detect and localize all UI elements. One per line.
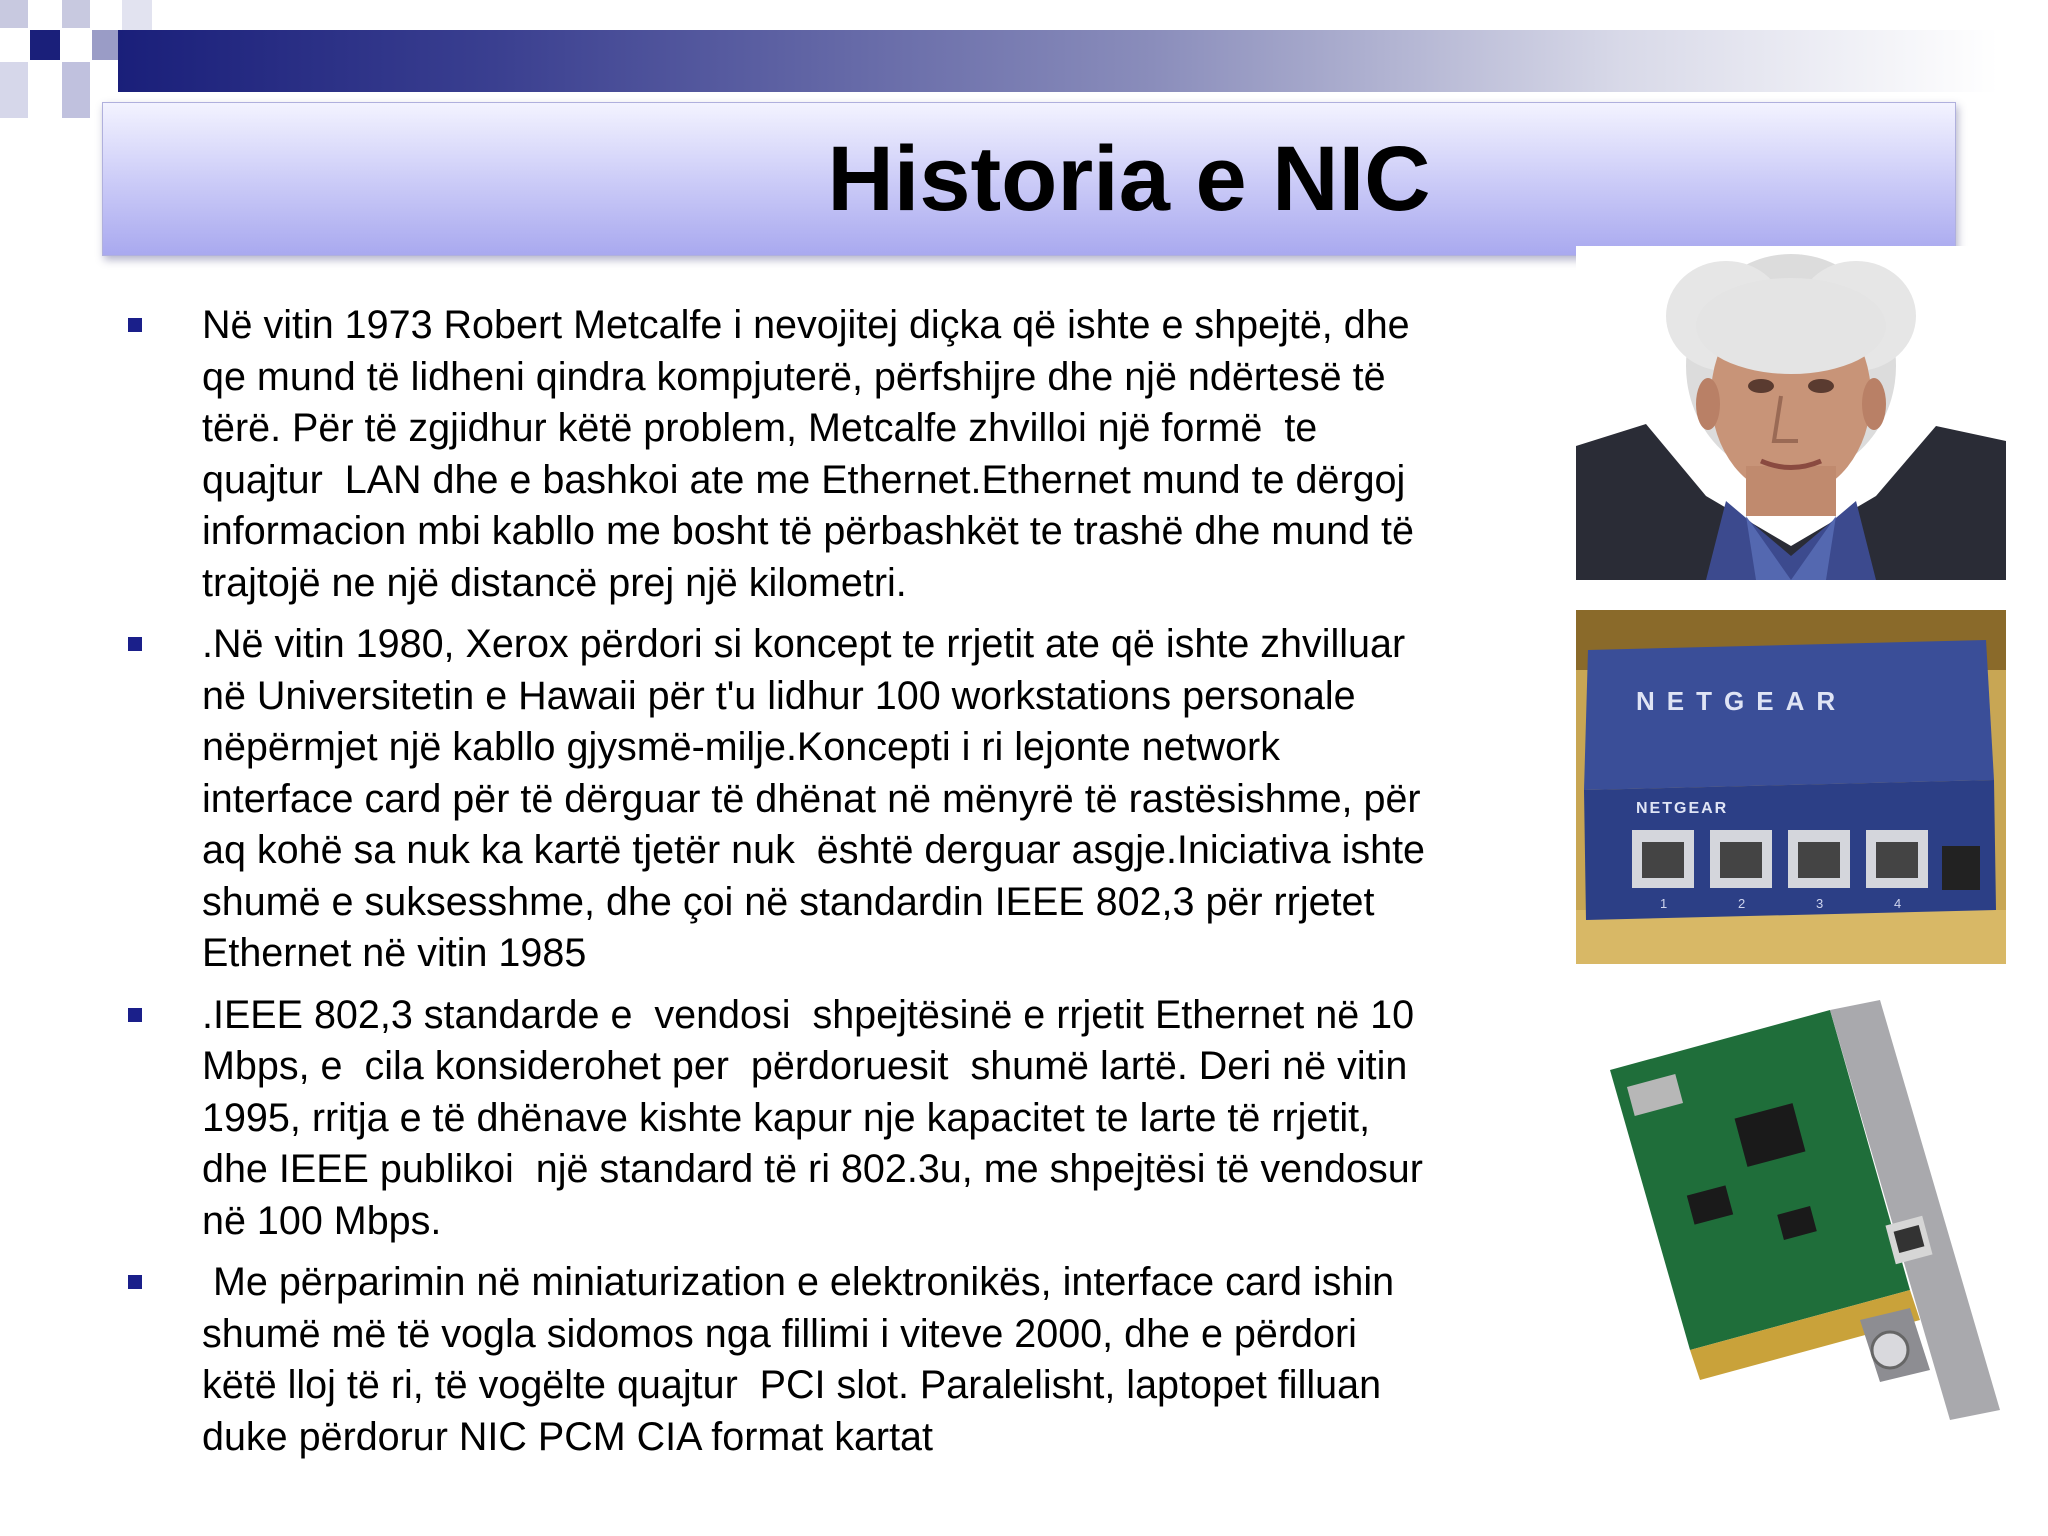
- decor-square-1: [0, 0, 28, 28]
- ethernet-ports: [1632, 830, 1980, 890]
- bullet-item: [122, 619, 1542, 980]
- square-bullet-icon: [128, 318, 142, 332]
- metcalfe-portrait-photo: [1576, 246, 2006, 580]
- decor-square-4: [92, 30, 118, 60]
- bullet-text: .Në vitin 1980, Xerox përdori si koncept te rrjetit ate që ishte zhvilluar në Universitetin e Hawaii për t'u lidhur 100 workstations personale nëpërmjet një kabllo gjysmë-milje.Koncepti i ri lejonte network interface card për të dërguar të dhënat në mënyrë të rastësishme, për aq kohë sa nuk ka kartë tjetër nuk është derguar asgje.Iniciativa ishte shumë e suksesshme, dhe çoi në standardin IEEE 802,3 për rrjetet Ethernet në vitin 1985: [202, 622, 1426, 975]
- decor-square-3: [62, 0, 90, 28]
- bullet-item: [122, 990, 1542, 1248]
- bullet-list: [122, 300, 1542, 1473]
- port-label-1: 1: [1660, 896, 1668, 911]
- netgear-switch-photo: [1576, 610, 2006, 964]
- header-gradient-bar: [118, 30, 1998, 92]
- bullet-text: .IEEE 802,3 standarde e vendosi shpejtësinë e rrjetit Ethernet në 10 Mbps, e cila konsiderohet per përdoruesit shumë lartë. Deri në vitin 1995, rritja e të dhënave kishte kapur nje kapacitet te larte të rrjetit, dhe IEEE publikoi një standard të ri 802.3u, me shpejtësi të vendosur në 100 Mbps.: [202, 992, 1423, 1243]
- bullet-text: Në vitin 1973 Robert Metcalfe i nevojitej diçka që ishte e shpejtë, dhe qe mund të lidheni qindra kompjuterë, përfshijre dhe një ndërtesë të tërë. Për të zgjidhur këtë problem, Metcalfe zhvilloi një formë te quajtur LAN dhe e bashkoi ate me Ethernet.Ethernet mund te dërgoj informacion mbi kabllo me bosht të përbashkët te trashë dhe mund të trajtojë ne një distancë prej një kilometri.: [202, 303, 1415, 605]
- pci-nic-card-photo: [1590, 990, 2020, 1490]
- port-label-3: 3: [1816, 896, 1824, 911]
- slide-title: Historia e NIC: [827, 127, 1431, 230]
- port-label-4: 4: [1894, 896, 1902, 911]
- square-bullet-icon: [128, 1008, 142, 1022]
- bullet-item: [122, 300, 1542, 609]
- switch-brand-front: NETGEAR: [1636, 800, 1729, 817]
- square-bullet-icon: [128, 637, 142, 651]
- bullet-item: [122, 1257, 1542, 1463]
- decor-square-6: [62, 62, 90, 118]
- title-box: [102, 102, 1956, 256]
- decor-square-5: [0, 62, 28, 118]
- port-label-2: 2: [1738, 896, 1746, 911]
- bullet-text: Me përparimin në miniaturization e elektronikës, interface card ishin shumë më të vogla sidomos nga fillimi i viteve 2000, dhe e përdori këtë lloj të ri, të vogëlte quajtur PCI slot. Paralelisht, laptopet filluan duke përdorur NIC PCM CIA format kartat: [202, 1260, 1395, 1459]
- decor-square-7: [122, 0, 152, 30]
- square-bullet-icon: [128, 1275, 142, 1289]
- decor-square-2: [30, 30, 60, 60]
- switch-brand-top: NETGEAR: [1636, 686, 1848, 716]
